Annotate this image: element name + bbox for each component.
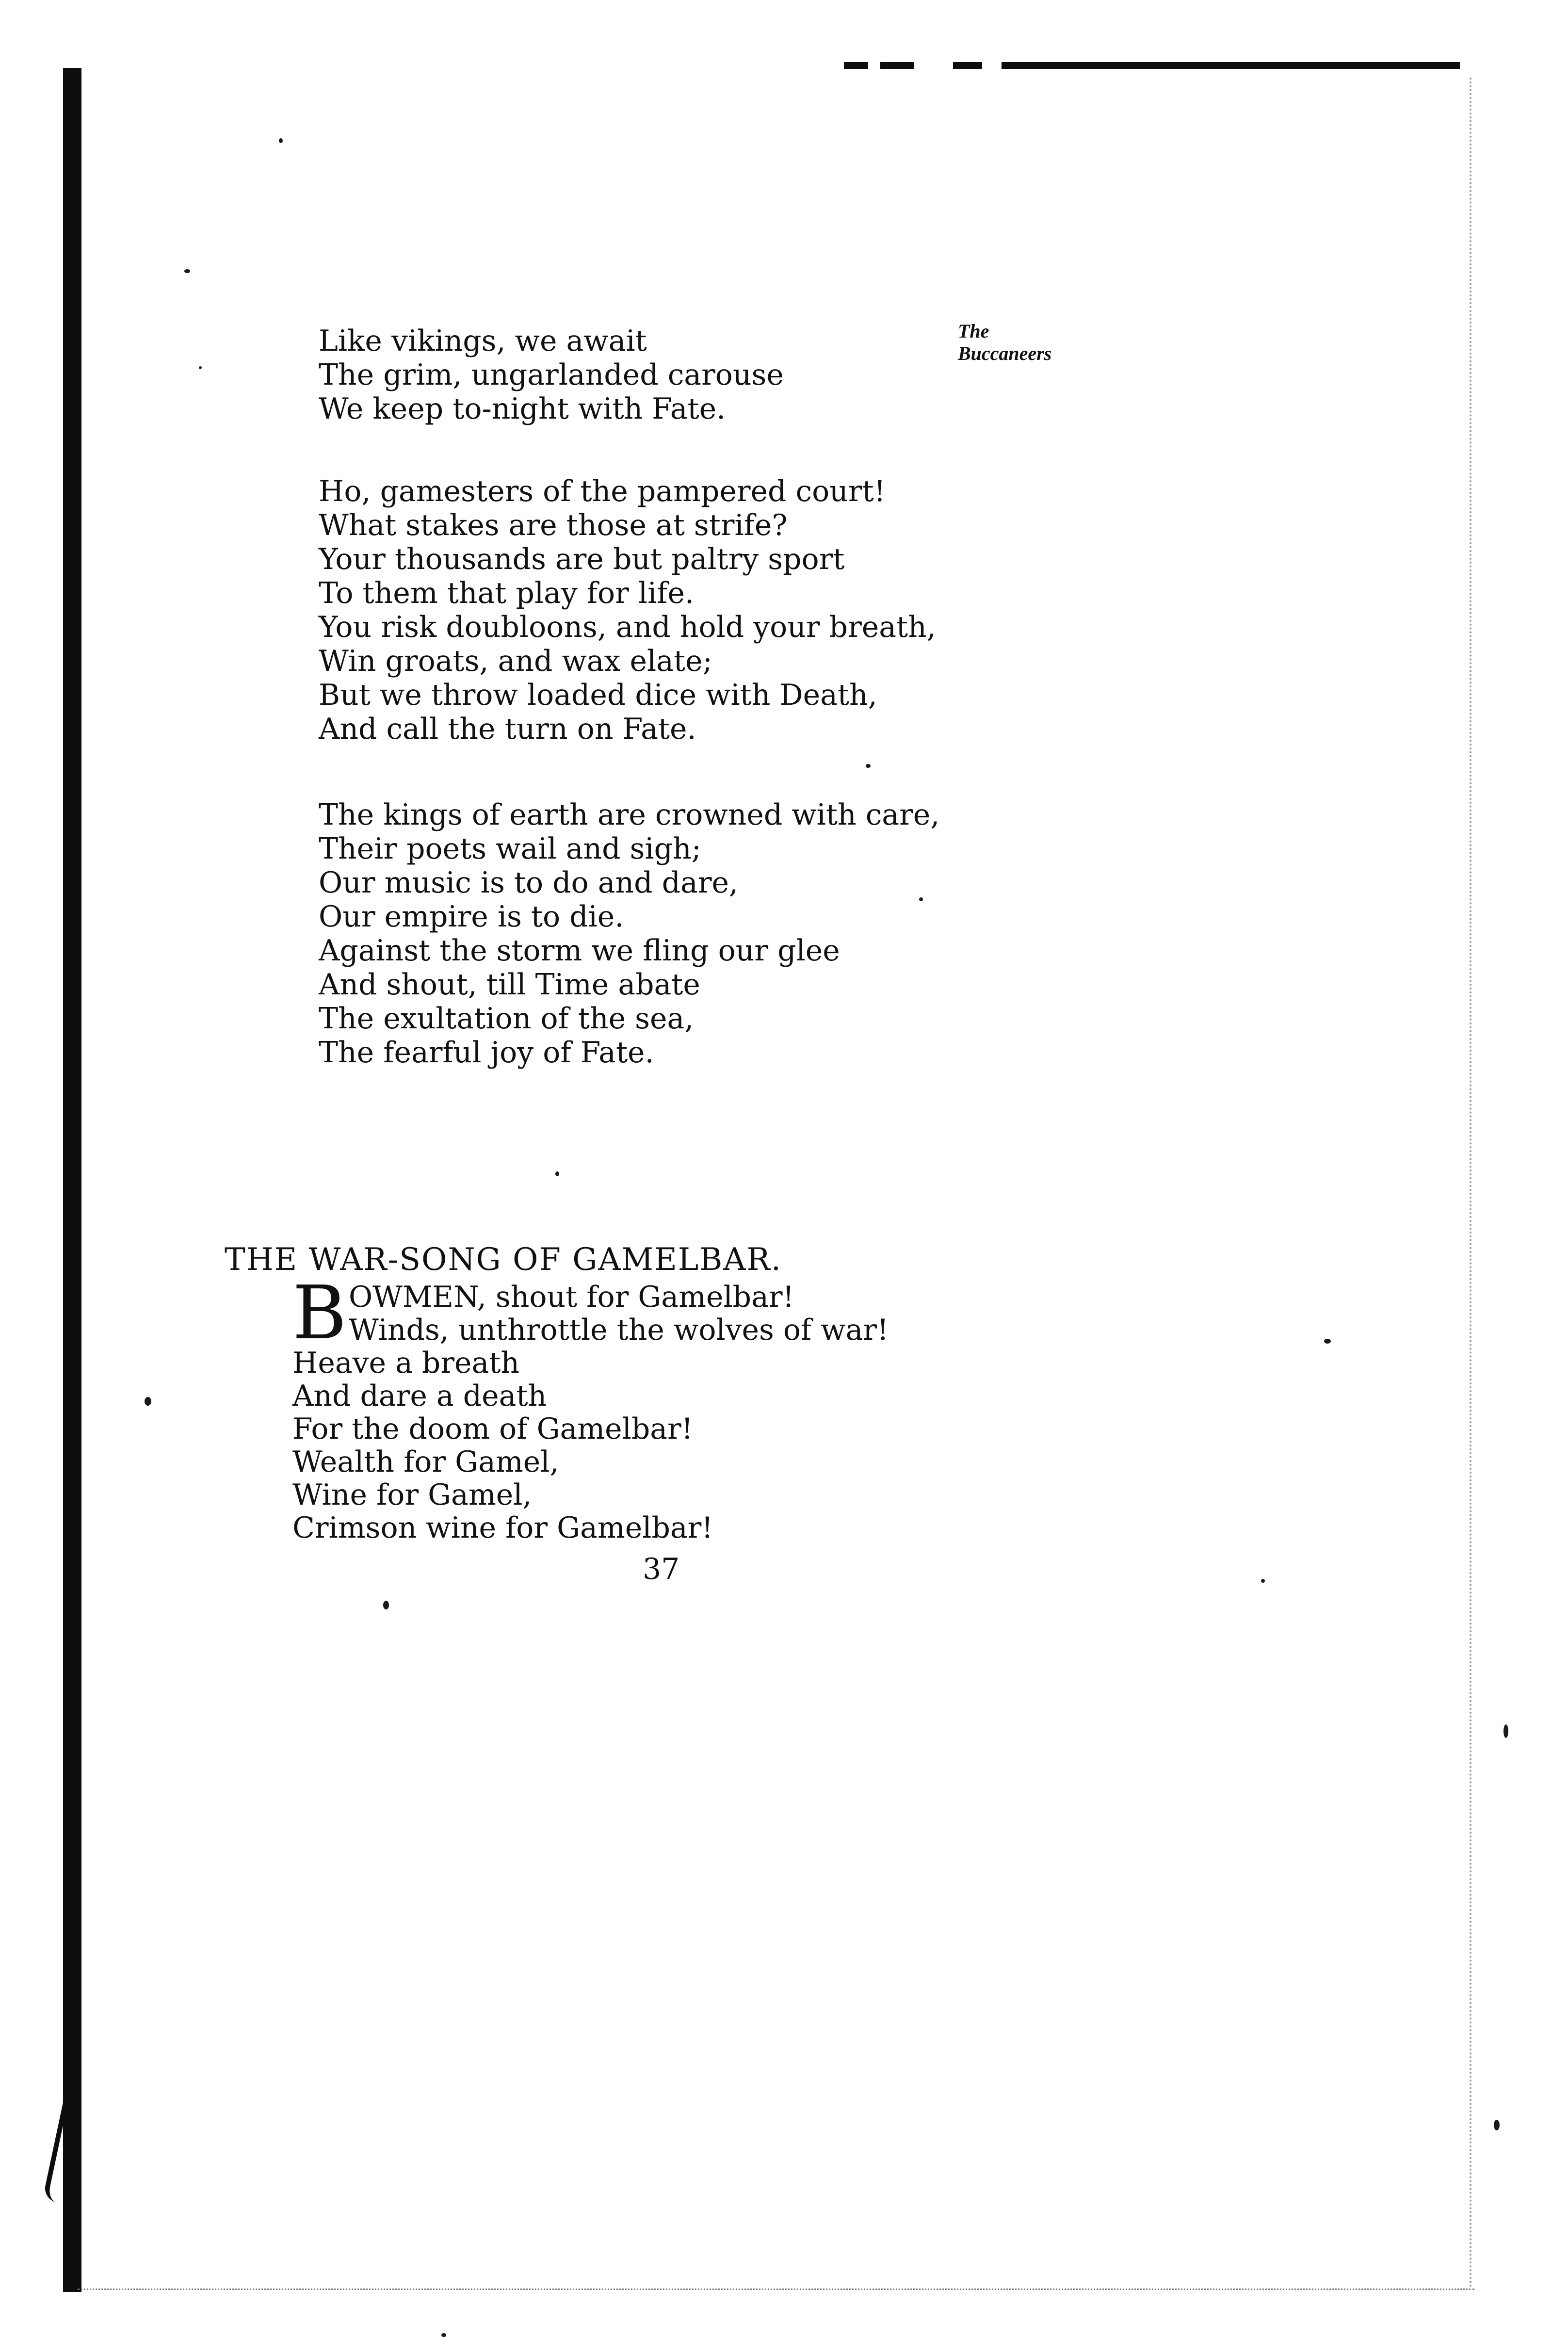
scan-speck	[1503, 1724, 1508, 1738]
verse-line: Our empire is to die.	[319, 900, 624, 934]
verse-line: Crimson wine for Gamelbar!	[292, 1511, 713, 1545]
scan-speck	[1494, 2120, 1500, 2130]
verse-line: The grim, ungarlanded carouse	[319, 358, 784, 392]
margin-title-line: The	[958, 320, 989, 342]
verse-line: We keep to-night with Fate.	[319, 392, 726, 426]
verse-line: But we throw loaded dice with Death,	[319, 678, 877, 712]
verse-line: You risk doubloons, and hold your breath,	[319, 610, 936, 644]
verse-line: Wealth for Gamel,	[292, 1445, 559, 1479]
verse-line: Ho, gamesters of the pampered court!	[319, 474, 886, 508]
scan-top-rule	[880, 62, 914, 69]
verse-line: The fearful joy of Fate.	[319, 1036, 654, 1070]
scan-speck	[145, 1397, 151, 1406]
verse-line: What stakes are those at strife?	[319, 508, 788, 542]
scan-speck	[383, 1601, 389, 1609]
verse-line: Win groats, and wax elate;	[319, 644, 712, 678]
margin-title	[958, 320, 1051, 365]
scan-speck	[1261, 1579, 1265, 1583]
scan-speck	[1324, 1339, 1331, 1344]
verse-line: Winds, unthrottle the wolves of war!	[349, 1313, 889, 1347]
page-number: 37	[643, 1552, 680, 1586]
verse-line: Like vikings, we await	[319, 324, 647, 358]
stanza-1	[319, 324, 784, 426]
verse-line: Their poets wail and sigh;	[319, 832, 701, 866]
verse-line: The kings of earth are crowned with care,	[319, 798, 940, 832]
scan-left-border	[63, 68, 81, 2292]
drop-cap-row	[292, 1270, 889, 1356]
verse-line: And dare a death	[292, 1379, 547, 1413]
scan-speck	[184, 269, 190, 273]
verse-line: And call the turn on Fate.	[319, 712, 696, 746]
verse-line: And shout, till Time abate	[319, 968, 700, 1002]
verse-line: The exultation of the sea,	[319, 1002, 694, 1036]
stanza-3	[319, 798, 939, 1070]
verse-line: Heave a breath	[292, 1346, 520, 1380]
scan-top-rule	[953, 62, 982, 69]
verse-line: Your thousands are but paltry sport	[319, 542, 845, 576]
verse-line: For the doom of Gamelbar!	[292, 1412, 693, 1446]
margin-title-line: Buccaneers	[958, 342, 1052, 364]
scan-right-edge	[1470, 78, 1471, 2289]
scan-speck	[441, 2333, 446, 2337]
scan-speck	[199, 366, 202, 369]
verse-line: Our music is to do and dare,	[319, 866, 739, 900]
section-title: THE WAR-SONG OF GAMELBAR.	[225, 1242, 782, 1278]
scan-speck	[279, 138, 283, 143]
stanza-2	[319, 474, 936, 746]
verse-line: Against the storm we fling our glee	[319, 934, 840, 968]
verse-line: OWMEN, shout for Gamelbar!	[349, 1280, 794, 1314]
scan-speck	[866, 764, 871, 768]
drop-cap: B	[292, 1270, 347, 1356]
verse-line: Wine for Gamel,	[292, 1478, 532, 1512]
scan-top-rule	[1002, 62, 1460, 69]
scan-speck	[555, 1171, 559, 1176]
verse-line: To them that play for life.	[319, 576, 695, 610]
war-song	[292, 1270, 889, 1545]
scan-top-rule	[844, 62, 868, 69]
scan-bottom-edge	[78, 2289, 1474, 2292]
